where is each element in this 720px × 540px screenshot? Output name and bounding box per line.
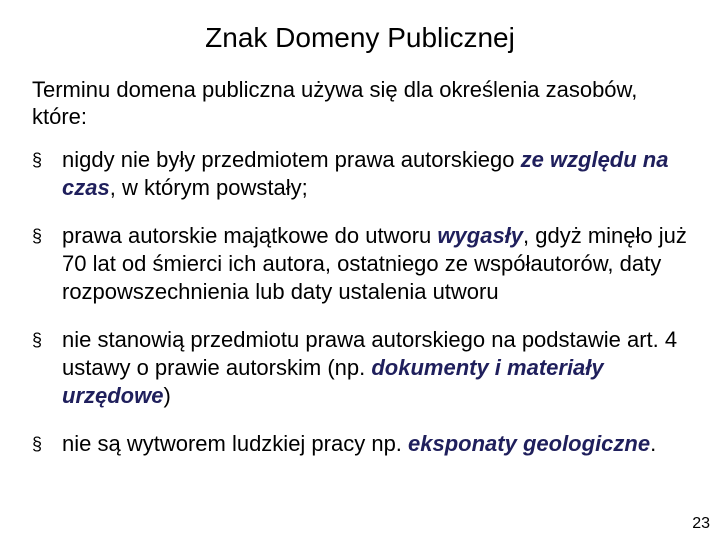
intro-text: Terminu domena publiczna używa się dla określenia zasobów, które: <box>32 77 638 129</box>
bullet-marker-icon: § <box>32 434 43 454</box>
bullet-text-before: nigdy nie były przedmiotem prawa autorskiego <box>62 147 521 172</box>
bullet-text-after: ) <box>163 383 171 408</box>
bullet-item <box>32 326 702 410</box>
bullet-marker-icon: § <box>32 226 43 246</box>
bullet-list <box>32 146 702 478</box>
bullet-item <box>32 430 702 458</box>
bullet-emphasis: wygasły <box>437 223 524 248</box>
bullet-item <box>32 146 702 202</box>
bullet-text-after: , w którym powstały; <box>109 175 308 200</box>
bullet-text-before: nie stanowią przedmiotu prawa autorskiego na podstawie art. 4 ustawy o prawie autorskim (np. <box>62 327 678 380</box>
bullet-text-after: . <box>650 431 657 456</box>
bullet-emphasis: dokumenty i materiały urzędowe <box>62 355 604 408</box>
bullet-marker-icon: § <box>32 330 43 350</box>
slide-title: Znak Domeny Publicznej <box>205 22 515 53</box>
page-number: 23 <box>692 515 710 532</box>
bullet-text-before: prawa autorskie majątkowe do utworu <box>62 223 438 248</box>
bullet-item <box>32 222 702 306</box>
bullet-marker-icon: § <box>32 150 43 170</box>
bullet-text-before: nie są wytworem ludzkiej pracy np. <box>62 431 409 456</box>
bullet-text-after: , gdyż minęło już 70 lat od śmierci ich autora, ostatniego ze współautorów, daty rozpowszechnienia lub daty ustalenia utworu <box>62 223 687 304</box>
bullet-emphasis: eksponaty geologiczne <box>408 431 651 456</box>
bullet-emphasis: ze względu na czas <box>62 147 669 200</box>
